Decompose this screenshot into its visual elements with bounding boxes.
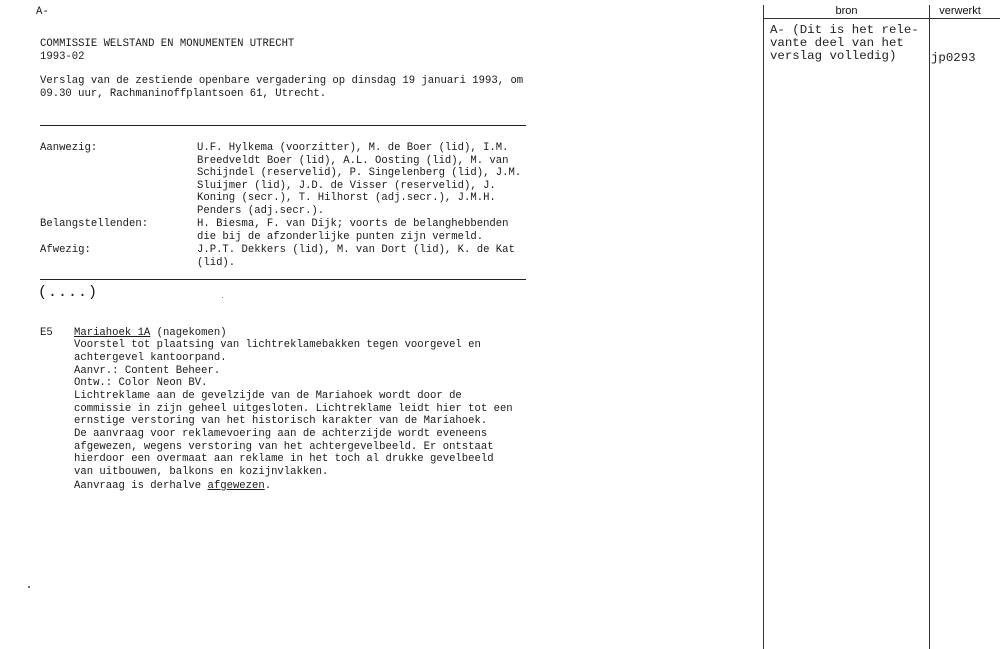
margin-rule-left [763,5,764,649]
absent-label: Afwezig: [40,244,91,256]
item-line: commissie in zijn geheel uitgesloten. Lichtreklame leidt hier tot een [74,403,513,415]
divider-bottom [40,279,526,280]
page-mark: A- [36,6,49,18]
item-line: ernstige verstoring van het historisch karakter van de Mariahoek. [74,415,488,427]
verwerkt-code: jp0293 [931,51,976,65]
item-line: afgewezen, wegens verstoring van het achtergevelbeeld. Er ontstaat [74,441,494,453]
bron-column-header: bron [835,5,858,17]
scan-speck [28,586,30,588]
organisation-name: COMMISSIE WELSTAND EN MONUMENTEN UTRECHT [40,38,295,50]
present-label: Aanwezig: [40,142,98,154]
present-line: Schijndel (reservelid), P. Singelenberg (lid), J.M. [197,167,522,179]
bron-note-line: A- (Dit is het rele- [770,23,919,37]
intro-line: Verslag van de zestiende openbare vergadering op dinsdag 19 januari 1993, om [40,75,524,87]
divider-top [40,125,526,126]
present-line: Sluijmer (lid), J.D. de Visser (reservelid), J. [197,180,496,192]
conclusion-suffix: . [264,480,272,492]
item-line: Aanvr.: Content Beheer. [74,365,221,377]
present-line: U.F. Hylkema (voorzitter), M. de Boer (lid), I.M. [197,142,509,154]
item-line: De aanvraag voor reklamevoering aan de achterzijde wordt eveneens [74,428,488,440]
margin-header-rule [763,18,1000,19]
bron-note-line: vante deel van het [770,36,904,50]
item-line: Ontw.: Color Neon BV. [74,377,208,389]
verwerkt-column-header: verwerkt [939,5,981,17]
item-line: Lichtreklame aan de gevelzijde van de Mariahoek wordt door de [74,390,462,402]
document-reference: 1993-02 [40,51,85,63]
absent-line: J.P.T. Dekkers (lid), M. van Dort (lid), K. de Kat [197,244,515,256]
bron-note-line: verslag volledig) [770,49,897,63]
item-line: van uitbouwen, balkons en kozijnvlakken. [74,466,329,478]
interested-line: H. Biesma, F. van Dijk; voorts de belanghebbenden [197,218,509,230]
present-line: Breedveldt Boer (lid), A.L. Oosting (lid), M. van [197,155,509,167]
omission-mark: (....) [38,284,99,301]
conclusion-word: afgewezen [207,480,265,492]
interested-line: die bij de afzonderlijke punten zijn vermeld. [197,231,484,243]
item-number: E5 [40,327,53,339]
absent-line: (lid). [197,257,236,269]
interested-label: Belangstellenden: [40,218,149,230]
item-line: achtergevel kantoorpand. [74,352,227,364]
item-line: hierdoor een overmaat aan reklame in het toch al drukke gevelbeeld [74,453,494,465]
item-line: Voorstel tot plaatsing van lichtreklamebakken tegen voorgevel en [74,339,481,351]
item-title: Mariahoek 1A [74,327,151,339]
present-line: Koning (secr.), T. Hilhorst (adj.secr.), J.M.H. [197,192,496,204]
item-title-suffix: (nagekomen) [150,327,227,339]
present-line: Penders (adj.secr.). [197,205,325,217]
scan-speck [222,297,223,298]
item-conclusion [74,480,271,493]
intro-line: 09.30 uur, Rachmaninoffplantsoen 61, Utrecht. [40,88,327,100]
conclusion-prefix: Aanvraag is derhalve [74,480,208,492]
item-heading [74,327,227,340]
margin-rule-middle [929,5,930,649]
